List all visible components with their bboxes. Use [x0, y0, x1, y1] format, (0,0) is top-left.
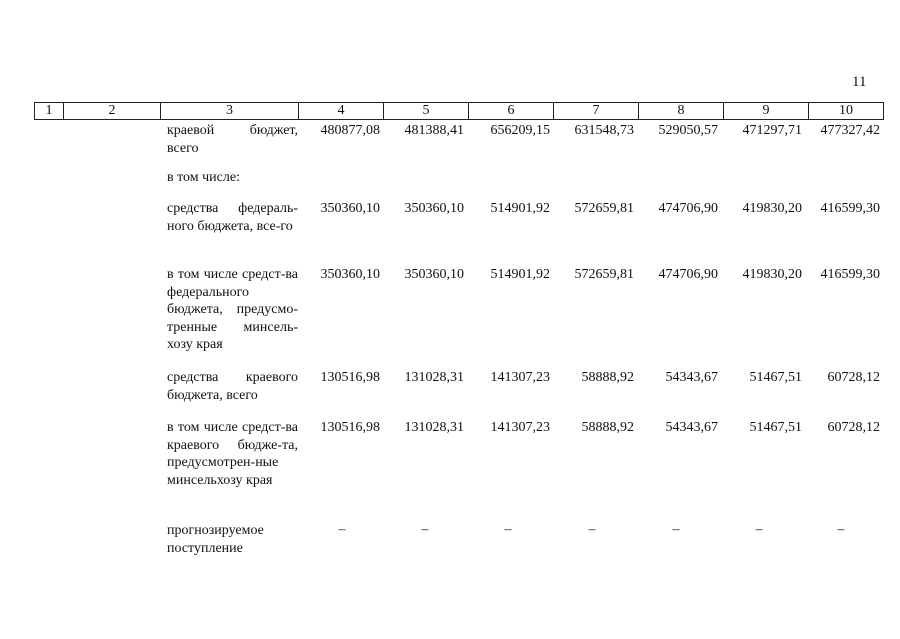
cell-value: 54343,67	[665, 420, 718, 435]
col-header-6: 6	[469, 103, 554, 120]
cell-value: 58888,92	[581, 370, 634, 385]
cell-value: 419830,20	[742, 201, 802, 216]
cell-value: 471297,71	[742, 123, 802, 138]
cell-value: 474706,90	[658, 201, 718, 216]
cell-value: –	[755, 522, 763, 537]
cell-value: 631548,73	[574, 123, 634, 138]
col-header-8: 8	[639, 103, 724, 120]
cell-value: 350360,10	[404, 267, 464, 282]
cell-value: 60728,12	[827, 370, 880, 385]
cell-value: 474706,90	[658, 267, 718, 282]
cell-value: 58888,92	[581, 420, 634, 435]
col-header-10: 10	[809, 103, 884, 120]
col-header-3: 3	[161, 103, 299, 120]
row-label: в том числе:	[167, 170, 240, 185]
column-header-row	[35, 103, 884, 120]
cell-value: 480877,08	[320, 123, 380, 138]
cell-value: 54343,67	[665, 370, 718, 385]
cell-value: 131028,31	[404, 370, 464, 385]
col-header-9: 9	[724, 103, 809, 120]
cell-value: 141307,23	[490, 370, 550, 385]
cell-value: 572659,81	[574, 201, 634, 216]
cell-value: 131028,31	[404, 420, 464, 435]
cell-value: –	[672, 522, 680, 537]
col-header-4: 4	[299, 103, 384, 120]
cell-value: –	[338, 522, 346, 537]
row-label: в том числе средст-ва федерального бюджета, предусмо-тренные минсель-хозу края	[167, 267, 298, 352]
cell-value: 60728,12	[827, 420, 880, 435]
cell-value: 477327,42	[820, 123, 880, 138]
col-header-7: 7	[554, 103, 639, 120]
cell-value: 529050,57	[658, 123, 718, 138]
cell-value: 572659,81	[574, 267, 634, 282]
cell-value: –	[421, 522, 429, 537]
page-number: 11	[852, 74, 867, 90]
cell-value: 656209,15	[490, 123, 550, 138]
row-label: средства краевого бюджета, всего	[167, 370, 298, 403]
col-header-5: 5	[384, 103, 469, 120]
cell-value: 130516,98	[320, 370, 380, 385]
col-header-1: 1	[35, 103, 64, 120]
cell-value: –	[504, 522, 512, 537]
row-label: средства федераль-ного бюджета, все-го	[167, 201, 298, 234]
cell-value: 514901,92	[490, 201, 550, 216]
cell-value: 419830,20	[742, 267, 802, 282]
cell-value: 416599,30	[820, 267, 880, 282]
cell-value: 350360,10	[320, 201, 380, 216]
cell-value: 350360,10	[320, 267, 380, 282]
col-header-2: 2	[64, 103, 161, 120]
row-label: краевой бюджет, всего	[167, 123, 298, 156]
cell-value: –	[837, 522, 845, 537]
cell-value: 141307,23	[490, 420, 550, 435]
cell-value: 51467,51	[749, 420, 802, 435]
cell-value: 416599,30	[820, 201, 880, 216]
row-label: в том числе средст-ва краевого бюдже-та, предусмотрен-ные минсельхозу края	[167, 420, 298, 488]
cell-value: 51467,51	[749, 370, 802, 385]
column-header-table	[34, 102, 884, 120]
cell-value: 130516,98	[320, 420, 380, 435]
cell-value: 350360,10	[404, 201, 464, 216]
cell-value: –	[588, 522, 596, 537]
cell-value: 481388,41	[404, 123, 464, 138]
cell-value: 514901,92	[490, 267, 550, 282]
row-label: прогнозируемое поступление	[167, 523, 264, 556]
